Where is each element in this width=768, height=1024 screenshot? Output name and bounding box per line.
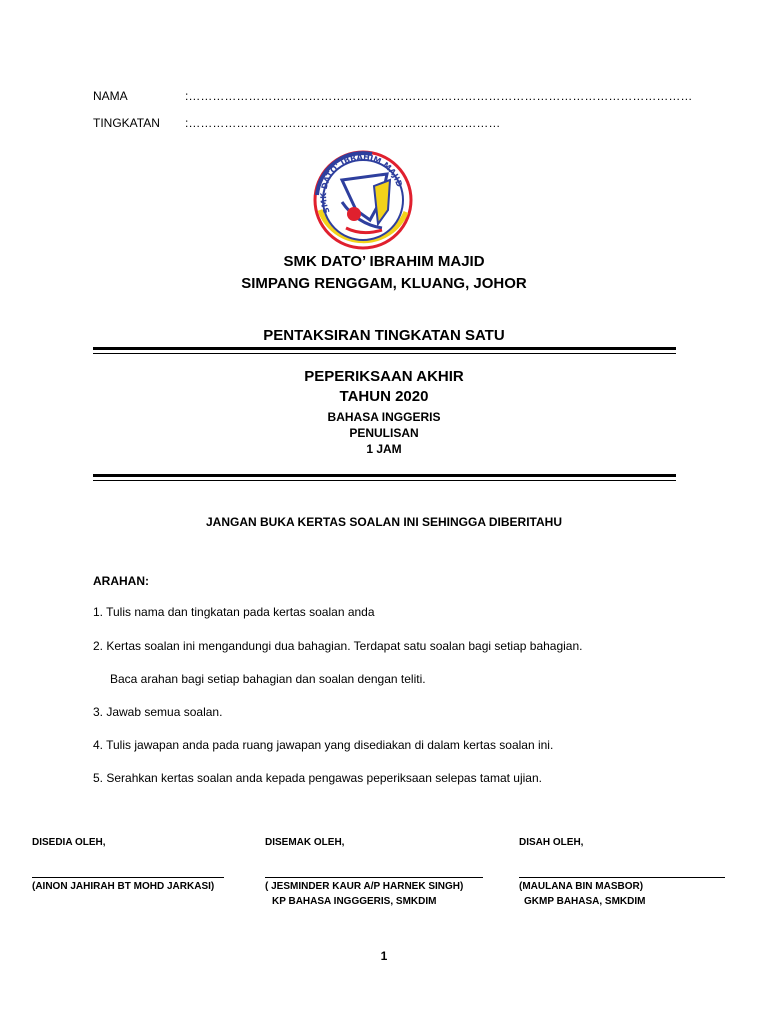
exam-paper: PENULISAN (349, 426, 419, 440)
school-name: SMK DATO’ IBRAHIM MAJID (283, 253, 485, 270)
signature-label: DISEMAK OLEH, (265, 837, 345, 848)
exam-subject: BAHASA INGGERIS (327, 410, 441, 424)
page-number: 1 (380, 949, 388, 963)
form-label: TINGKATAN (93, 116, 160, 130)
instructions-heading: ARAHAN: (93, 574, 149, 588)
signature-name: ( JESMINDER KAUR A/P HARNEK SINGH) (265, 881, 464, 892)
signature-title: KP BAHASA INGGGERIS, SMKDIM (272, 896, 437, 907)
exam-year: TAHUN 2020 (339, 388, 429, 405)
name-label: NAMA (93, 89, 128, 103)
exam-rule-thin (93, 480, 676, 481)
instruction-item: Baca arahan bagi setiap bahagian dan soalan dengan teliti. (110, 672, 426, 686)
signature-line (265, 877, 483, 878)
name-field: :……………………………………………………………………………………………………………… (185, 89, 693, 103)
signature-label: DISEDIA OLEH, (32, 837, 106, 848)
title-rule-thick (93, 347, 676, 350)
exam-duration: 1 JAM (366, 442, 402, 456)
warning-text: JANGAN BUKA KERTAS SOALAN INI SEHINGGA DIBERITAHU (205, 515, 562, 529)
signature-line (32, 877, 224, 878)
form-field: :…………………………………………………………………… (185, 116, 501, 130)
instruction-item: 1. Tulis nama dan tingkatan pada kertas soalan anda (93, 605, 375, 619)
exam-title: PEPERIKSAAN AKHIR (304, 368, 464, 385)
instruction-item: 4. Tulis jawapan anda pada ruang jawapan yang disediakan di dalam kertas soalan ini. (93, 738, 554, 752)
instruction-item: 5. Serahkan kertas soalan anda kepada pengawas peperiksaan selepas tamat ujian. (93, 771, 542, 785)
signature-line (519, 877, 725, 878)
assessment-title: PENTAKSIRAN TINGKATAN SATU (263, 327, 505, 344)
instruction-item: 2. Kertas soalan ini mengandungi dua bahagian. Terdapat satu soalan bagi setiap bahagian. (93, 639, 583, 653)
signature-title: GKMP BAHASA, SMKDIM (524, 896, 646, 907)
title-rule-thin (93, 353, 676, 354)
school-crest-icon (312, 150, 414, 250)
exam-rule-thick (93, 474, 676, 477)
signature-name: (MAULANA BIN MASBOR) (519, 881, 644, 892)
school-address: SIMPANG RENGGAM, KLUANG, JOHOR (241, 275, 527, 292)
instruction-item: 3. Jawab semua soalan. (93, 705, 223, 719)
signature-name: (AINON JAHIRAH BT MOHD JARKASI) (32, 881, 215, 892)
signature-label: DISAH OLEH, (519, 837, 584, 848)
crest-ring-text: SMK DATO' IBRAHIM MAJID (319, 152, 404, 215)
